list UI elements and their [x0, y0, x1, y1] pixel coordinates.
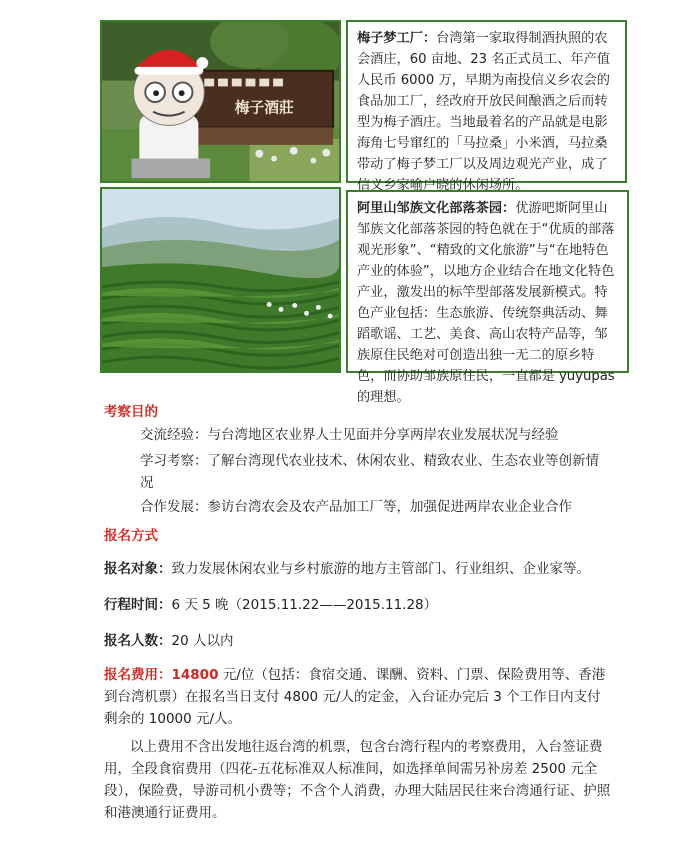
- count-label: 报名人数：: [104, 633, 172, 649]
- winery-description: [346, 20, 627, 193]
- fee-note: 以上费用不含出发地往返台湾的机票，包含台湾行程内的考察费用，入台签证费用，全段食宿费用（四花-五花标准双人标准间，如选择单间需另补房差 2500 元全段），保险费，导游司机小费等；不含个人消费，办理大陆居民往来台湾通行证、护照和港澳通行证费用。: [104, 739, 611, 821]
- target-label: 报名对象：: [104, 561, 172, 577]
- tea-garden-illustration: [102, 189, 339, 371]
- signup-schedule: [104, 594, 614, 616]
- fee-text: 元/位（包括：食宿交通、课酬、资料、门票、保险费用等、香港到台湾机票）在报名当日支付 4800 元/人的定金，入台证办完后 3 个工作日内支付剩余的 10000 元/人。: [104, 667, 606, 727]
- goals-heading: 考察目的: [104, 404, 158, 420]
- signup-target: [104, 558, 614, 580]
- signup-heading: 报名方式: [104, 528, 158, 544]
- winery-illustration: [102, 22, 339, 181]
- winery-body: 台湾第一家取得制酒执照的农会酒庄，60 亩地、23 名正式员工、年产值人民币 6000 万，早期为南投信义乡农会的食品加工厂，经改府开放民间酿酒之后而转型为梅子酒庄。当地最着名的产品就是电影海角七号窜红的「马拉桑」小米酒，马拉桑带动了梅子梦工厂以及周边观光产业，成了信义乡家喻户晓的休闲场所。: [357, 31, 610, 193]
- winery-photo: [100, 20, 341, 183]
- target-value: 致力发展休闲农业与乡村旅游的地方主管部门、行业组织、企业家等。: [171, 561, 590, 577]
- tea-garden-description: [346, 190, 629, 405]
- winery-title: 梅子梦工厂：: [357, 31, 437, 46]
- schedule-label: 行程时间：: [104, 597, 172, 613]
- goal-item-cooperation: 合作发展：参访台湾农会及农产品加工厂等，加强促进两岸农业企业合作: [140, 499, 572, 515]
- goal-item-exchange: 交流经验：与台湾地区农业界人士见面并分享两岸农业发展状况与经验: [140, 427, 559, 443]
- schedule-value: 6 天 5 晚（2015.11.22——2015.11.28）: [171, 597, 438, 613]
- signup-fee: [104, 664, 614, 730]
- count-value: 20 人以内: [171, 633, 234, 649]
- fee-amount: 14800: [171, 667, 219, 683]
- tea-garden-title: 阿里山邹族文化部落茶园：: [357, 201, 516, 216]
- sign-text: 梅子酒莊: [234, 99, 294, 117]
- signup-count: [104, 630, 614, 652]
- fee-label: 报名费用：: [104, 667, 172, 683]
- tea-garden-body: 优游吧斯阿里山邹族文化部落茶园的特色就在于“优质的部落观光形象”、“精致的文化旅游”与“在地特色产业的体验”，以地方企业结合在地文化特色产业，激发出的标竿型部落发展新模式。特色产业包括：生态旅游、传统祭典活动、舞蹈歌谣、工艺、美食、高山农特产品等，邹族原住民绝对可创造出独一无二的原乡特色，而协助邹族原住民，一直都是 yuyupas 的理想。: [357, 201, 615, 405]
- tea-garden-photo: [100, 187, 341, 373]
- goal-item-study: 学习考察：了解台湾现代农业技术、休闲农业、精致农业、生态农业等创新情况: [140, 453, 599, 491]
